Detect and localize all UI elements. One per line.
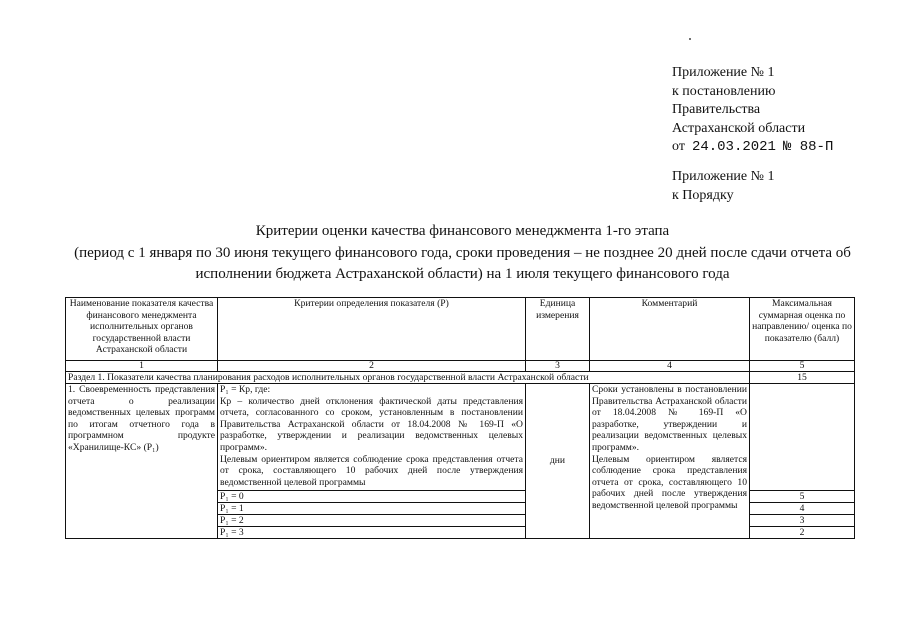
section-score: 15	[750, 372, 855, 384]
indicator-unit: дни	[526, 384, 590, 539]
comment-target: Целевым ориентиром является соблюдение срока представления отчета от срока, составляющего 10 рабочих дней после утверждения ведомственной целевой программы	[592, 453, 747, 511]
appendix-order-block	[672, 168, 775, 205]
appendix-decree-line4: Астраханской области	[672, 120, 806, 136]
header-criteria: Критерии определения показателя (Р)	[218, 298, 526, 361]
column-number: 2	[218, 361, 526, 372]
table-header-row	[66, 298, 855, 361]
criteria-formula: Р₁ = Кр, где:	[220, 384, 271, 395]
appendix-order-line1: Приложение № 1	[672, 169, 775, 184]
document-title: Критерии оценки качества финансового менеджмента 1-го этапа	[255, 223, 670, 239]
indicator-criteria	[218, 384, 526, 491]
criteria-target: Целевым ориентиром является соблюдение срока представления отчета от срока, составляющего 10 рабочих дней после утверждения ведомственной целевой программы	[220, 453, 523, 488]
column-number: 4	[590, 361, 750, 372]
column-number: 1	[66, 361, 218, 372]
grade-score: 5	[750, 491, 855, 503]
indicator-name: 1. Своевременность представления отчета о реализации ведомственных целевых программ по итогам отчетного года в программном продукте «Хранилище-КС» (Р₁)	[66, 384, 218, 539]
indicator-comment	[590, 384, 750, 539]
indicator-row	[66, 384, 855, 491]
appendix-order-line2: к Порядку	[672, 187, 734, 203]
grade-condition: Р₁ = 1	[218, 503, 526, 515]
grade-score: 4	[750, 503, 855, 515]
header-max-score: Максимальная суммарная оценка по направлению/ оценка по показателю (балл)	[750, 298, 855, 361]
header-indicator-name: Наименование показателя качества финансового менеджмента исполнительных органов государственной власти Астраханской области	[66, 298, 218, 361]
date-prefix: от	[672, 139, 685, 154]
section-label: Раздел 1. Показатели качества планирования расходов исполнительных органов государственной власти Астраханской области	[66, 372, 750, 384]
appendix-decree-date-line	[672, 138, 833, 157]
column-number: 5	[750, 361, 855, 372]
appendix-decree-line3: Правительства	[672, 102, 761, 117]
criteria-table	[65, 297, 855, 539]
header-unit: Единица измерения	[526, 298, 590, 361]
grade-score: 3	[750, 515, 855, 527]
column-number: 3	[526, 361, 590, 372]
grade-condition: Р₁ = 0	[218, 491, 526, 503]
grade-condition: Р₁ = 2	[218, 515, 526, 527]
appendix-decree-block	[672, 64, 833, 157]
section-row	[66, 372, 855, 384]
header-comment: Комментарий	[590, 298, 750, 361]
grade-condition: Р₁ = 3	[218, 527, 526, 539]
document-subtitle: (период с 1 января по 30 июня текущего финансового года, сроки проведения – не позднее 20 дней после сдачи отчета об исполнении бюджета Астраханской области) на 1 июля текущего финансового года	[74, 245, 851, 282]
column-number-row	[66, 361, 855, 372]
grade-score: 2	[750, 527, 855, 539]
indicator-score-blank	[750, 384, 855, 491]
scan-speck	[689, 38, 691, 40]
appendix-decree-line2: к постановлению	[672, 83, 776, 99]
comment-deadline: Сроки установлены в постановлении Правительства Астраханской области от 18.04.2008 № 169-П «О разработке, утверждении и реализации ведомственных целевых программ».	[592, 384, 747, 453]
decree-number: № 88-П	[782, 139, 834, 155]
decree-date: 24.03.2021	[691, 139, 776, 155]
appendix-decree-line1: Приложение № 1	[672, 65, 775, 80]
criteria-definition: Кр – количество дней отклонения фактической даты представления отчета, согласованного со сроком, установленным в постановлении Правительства Астраханской области от 18.04.2008 № 169-П «О разработке, утверждении и реализации ведомственных целевых программ».	[220, 395, 523, 453]
